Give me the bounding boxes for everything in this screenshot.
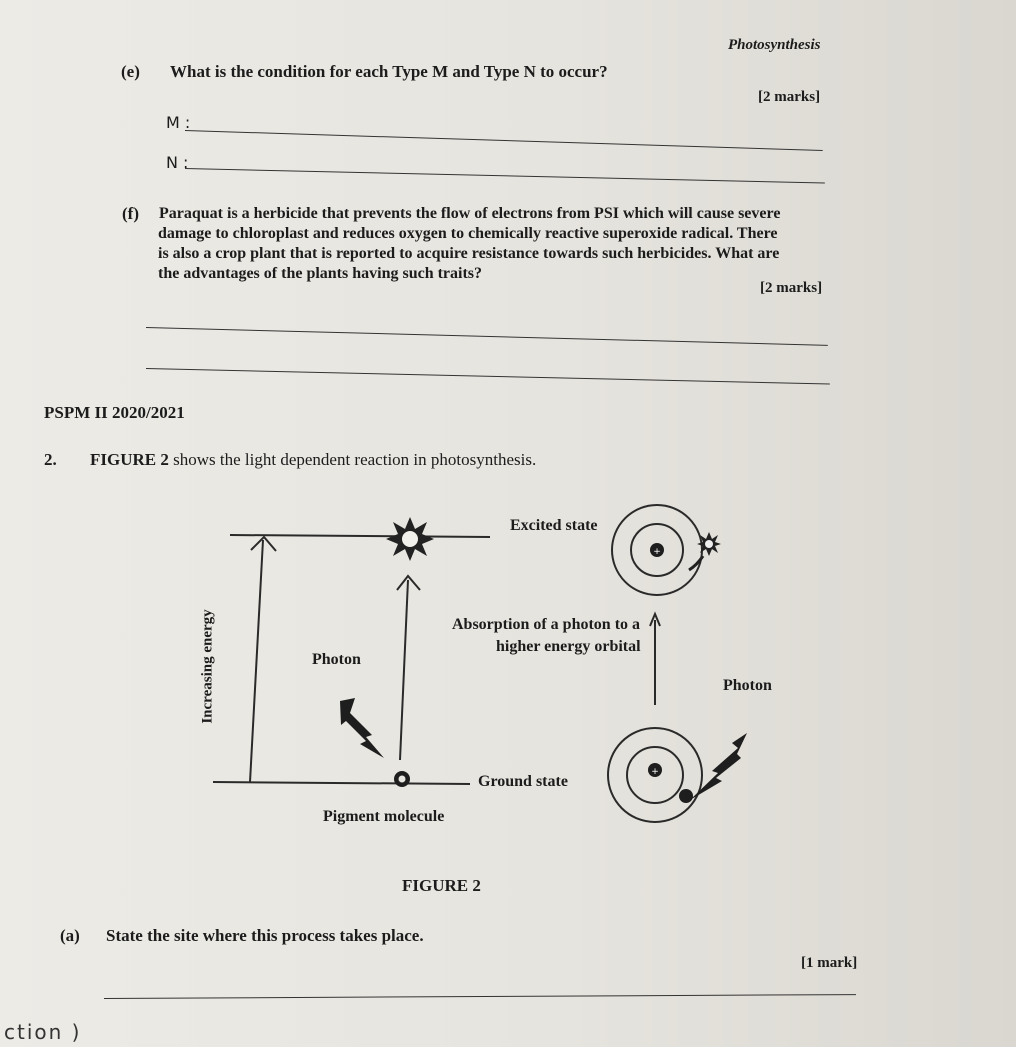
question-2-number: 2.	[44, 450, 57, 469]
label-absorption-2: higher energy orbital	[496, 638, 641, 655]
page-header: Photosynthesis	[728, 37, 821, 53]
question-f-line-2: damage to chloroplast and reduces oxygen to chemically reactive superoxide radical. There	[158, 225, 778, 242]
question-f-line-3: is also a crop plant that is reported to acquire resistance towards such herbicides. What are	[158, 245, 780, 262]
answer-label-n: N :	[166, 153, 189, 172]
label-ground-state: Ground state	[478, 773, 568, 790]
figure-caption: FIGURE 2	[402, 876, 481, 895]
absorption-arrow	[400, 580, 408, 760]
handwritten-fragment: ction )	[4, 1020, 82, 1044]
photon-bolt-left-icon	[340, 698, 384, 758]
figure-ref: FIGURE 2	[90, 450, 169, 469]
question-f-line-4: the advantages of the plants having such traits?	[158, 265, 483, 282]
question-f-marks: [2 marks]	[760, 280, 823, 296]
right-burst-icon	[697, 532, 721, 556]
svg-text:+: +	[651, 767, 659, 777]
question-f-number: (f)	[122, 204, 139, 223]
question-e-text: What is the condition for each Type M and Type N to occur?	[170, 62, 608, 81]
question-e-number: (e)	[121, 62, 140, 81]
label-absorption-1: Absorption of a photon to a	[452, 616, 641, 633]
label-pigment-molecule: Pigment molecule	[323, 808, 445, 825]
excited-level-line	[230, 535, 490, 537]
label-photon-right: Photon	[723, 677, 772, 694]
question-e-marks: [2 marks]	[758, 89, 821, 105]
answer-label-m: M :	[166, 113, 191, 132]
svg-text:+: +	[653, 547, 661, 557]
question-f-line-1: Paraquat is a herbicide that prevents the flow of electrons from PSI which will cause severe	[159, 205, 781, 222]
label-photon-left: Photon	[312, 651, 361, 668]
question-a-number: (a)	[60, 926, 80, 945]
question-a-text: State the site where this process takes place.	[106, 926, 424, 945]
question-a-marks: [1 mark]	[801, 955, 858, 971]
session-heading: PSPM II 2020/2021	[44, 403, 185, 422]
ground-level-line	[213, 782, 470, 784]
ground-electron	[679, 789, 693, 803]
energy-axis-arrow	[250, 540, 263, 782]
excited-electron-burst-icon	[386, 517, 434, 561]
question-2-rest: shows the light dependent reaction in photosynthesis.	[168, 450, 537, 469]
label-excited-state: Excited state	[510, 517, 598, 534]
label-increasing-energy: Increasing energy	[199, 609, 216, 724]
